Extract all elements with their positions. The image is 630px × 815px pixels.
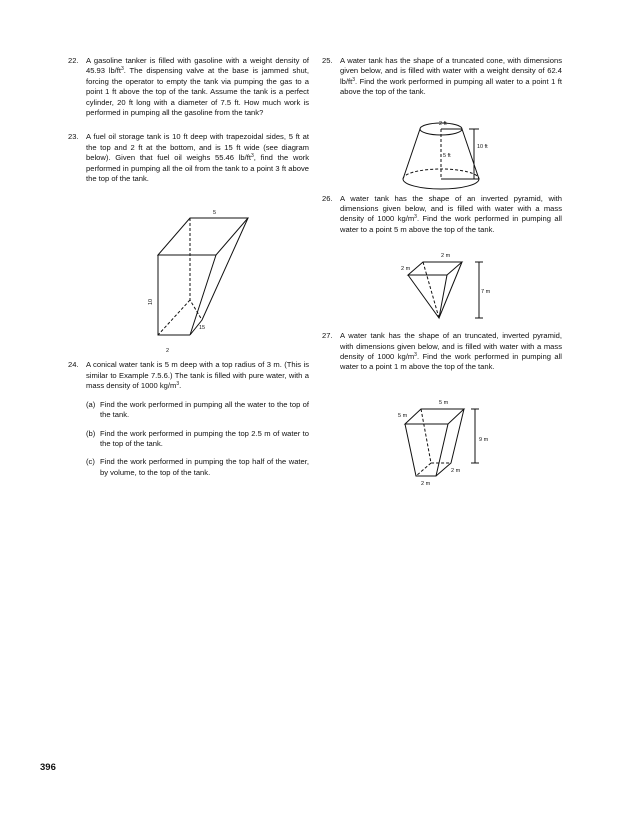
exponent: 3 (352, 76, 356, 83)
cone-bottom-front (403, 179, 479, 189)
problem-number: 25. (322, 56, 333, 65)
problem-24-part-a (86, 400, 309, 421)
problem-text: A water tank has the shape of a truncated cone, with dimensions given below, and is filled with water with a weight density of 62.4 lb/ft (340, 56, 562, 86)
part-text: Find the work performed in pumping the top half of the water, by volume, to the top of the tank. (100, 457, 309, 477)
tank-front-left-edge (158, 255, 190, 335)
label-height: 10 ft (477, 144, 488, 150)
problem-text-cont: . Find the work performed in pumping all water to a point 1 m above the top of the tank. (340, 352, 562, 372)
problem-24-part-c (86, 457, 309, 478)
part-label: (b) (86, 428, 96, 438)
label-height: 9 m (479, 437, 489, 443)
label-height: 7 m (481, 289, 491, 295)
label-top: 5 (213, 210, 217, 216)
part-label: (a) (86, 399, 96, 409)
problem-number: 27. (322, 331, 333, 341)
exponent: 3 (176, 381, 180, 388)
problem-text: A gasoline tanker is filled with gasoline with a weight density of 45.93 lb/ft (86, 56, 309, 76)
frustum-right (436, 409, 464, 476)
part-text: Find the work performed in pumping the top 2.5 m of water to the top of the tank. (100, 428, 309, 448)
label-top-depth: 2 m (401, 266, 411, 272)
problem-23 (68, 132, 309, 184)
part-label: (c) (86, 457, 95, 467)
problem-text-cont: . Find the work performed in pumping all water to a point 1 ft above the top of the tank. (340, 76, 562, 97)
problem-27 (322, 331, 562, 373)
figure-trapezoid-tank (140, 205, 250, 355)
problem-number: 22. (68, 56, 79, 65)
problem-text: A conical water tank is 5 m deep with a top radius of 3 m. (This is similar to Example 7.5.6.) The tank is filled with pure water, with a mass density of 1000 kg/m (86, 360, 309, 391)
tank-front-right-edge (190, 218, 248, 335)
label-height: 10 (148, 298, 154, 305)
problem-text: A water tank has the shape of an truncated, inverted pyramid, with dimensions given below, and is filled with water with a mass density of 1000 kg/m (340, 331, 562, 362)
figure-inverted-pyramid (395, 245, 495, 325)
label-bottom: 2 (166, 348, 170, 354)
problem-25 (322, 56, 562, 98)
problem-text-cont: . (179, 381, 182, 391)
label-top-depth: 5 m (398, 413, 408, 419)
problem-number: 26. (322, 193, 333, 203)
label-width: 15 (199, 325, 206, 331)
problem-text-cont: . Find the work performed in pumping all water to a point 5 m above the top of the tank. (340, 214, 562, 234)
exponent: 3 (251, 153, 254, 160)
exponent: 3 (414, 214, 417, 221)
pyramid-hidden-edge (423, 262, 439, 318)
exponent: 3 (414, 352, 417, 359)
problem-text-cont: . The dispensing valve at the base is jammed shut, forcing the operator to empty the tank via pumping the gas to a point 1 ft above the top of the tank. Assume the tank is a perfect cylinder, 20 ft long with a diameter of 7.5 ft. How much work is performed in pumping all the gasoline from the tank? (86, 66, 309, 118)
page-number: 396 (40, 762, 56, 773)
label-bottom-width: 2 m (421, 481, 431, 487)
label-top-radius: 2 ft (439, 121, 447, 127)
part-text: Find the work performed in pumping all the water to the top of the tank. (100, 399, 309, 420)
problem-text-cont: , find the work performed in pumping all the oil from the tank to a point 3 ft above the top of the tank. (86, 153, 309, 184)
label-bottom-radius: 5 ft (443, 153, 451, 159)
pyramid-sides (408, 262, 462, 318)
right-column (322, 56, 562, 373)
problem-number: 24. (68, 360, 79, 370)
label-top-width: 2 m (441, 253, 451, 259)
figure-truncated-pyramid (395, 393, 505, 488)
frustum-front (405, 424, 448, 476)
problem-text: A fuel oil storage tank is 10 ft deep with trapezoidal sides, 5 ft at the top and 2 ft at the bottom, and is 15 ft wide (see diagram below). Given that fuel oil weighs 55.46 lb/ft (86, 132, 309, 163)
frustum-top-face (405, 409, 464, 424)
frustum-hidden (416, 409, 451, 476)
label-top-width: 5 m (439, 400, 449, 406)
exponent: 3 (121, 66, 124, 73)
problem-22 (68, 56, 309, 118)
problem-24-part-b (86, 429, 309, 450)
tank-outline (158, 218, 248, 255)
figure-truncated-cone (395, 110, 505, 200)
height-dimension (471, 409, 479, 463)
label-bottom-depth: 2 m (451, 468, 461, 474)
pyramid-top-face (408, 262, 462, 275)
problem-24 (68, 360, 309, 391)
problem-text: A water tank has the shape of an inverted pyramid, with dimensions given below, and is filled with water with a mass density of 1000 kg/m (340, 193, 562, 224)
problem-number: 23. (68, 132, 79, 142)
